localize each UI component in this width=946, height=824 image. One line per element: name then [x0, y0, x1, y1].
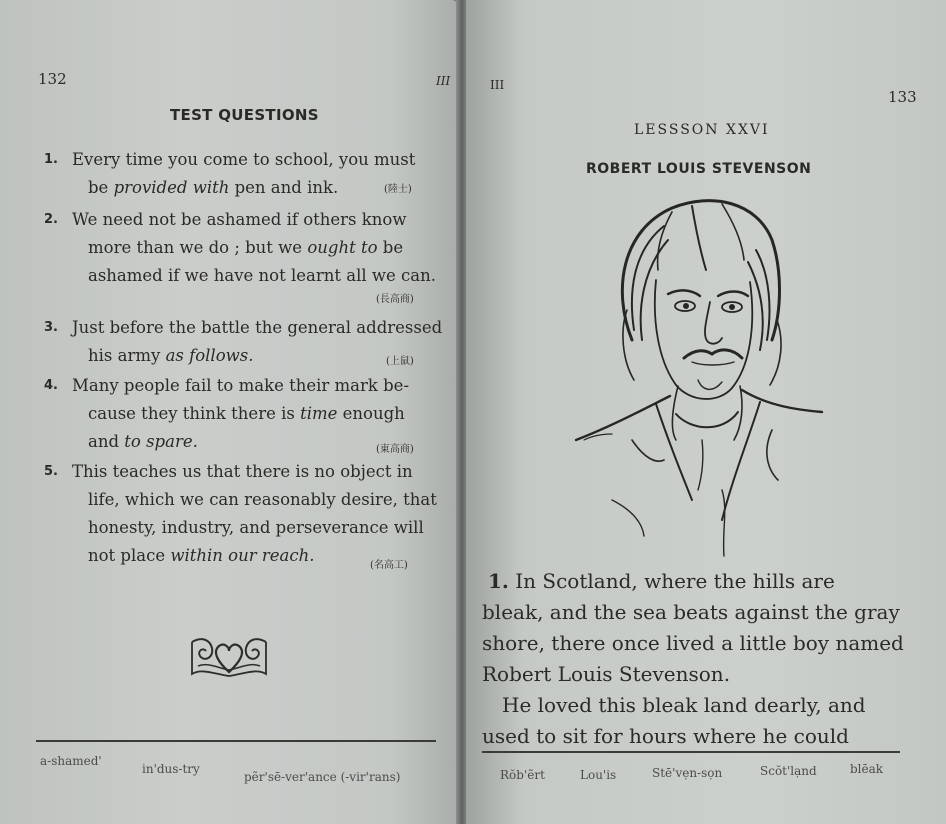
text-run: This teaches us that there is no object in [72, 462, 413, 481]
body-line [482, 597, 900, 628]
right-page-number: 133 [888, 88, 917, 106]
question-source: (東高商) [376, 444, 414, 455]
question-number: 5. [44, 464, 58, 479]
question-line [72, 206, 406, 234]
question-line [72, 372, 409, 400]
question-number: 3. [44, 320, 58, 335]
footnote-louis: Lou'is [580, 768, 617, 782]
text-run: more than we do ; but we [88, 238, 308, 257]
text-run: In Scotland, where the hills are [508, 569, 835, 593]
footnote-robert: Rŏb'ẽrt [500, 768, 545, 782]
body-line [482, 628, 904, 659]
question-line [72, 314, 442, 342]
question-line [88, 174, 338, 202]
question-source: (名高工) [370, 560, 408, 571]
text-run: bleak, and the sea beats against the gray [482, 600, 900, 624]
ornament-icon [188, 632, 270, 682]
question-line [72, 146, 415, 174]
stevenson-portrait-image [572, 190, 832, 560]
question-source: (陸士) [384, 184, 412, 195]
question-number: 2. [44, 212, 58, 227]
text-run: honesty, industry, and perseverance will [88, 518, 424, 537]
italic-phrase: ought to [307, 238, 378, 257]
left-footnote-rule [36, 740, 436, 742]
text-run: cause they think there is [88, 404, 301, 423]
lesson-title: ROBERT LOUIS STEVENSON [586, 161, 812, 177]
footnote-bleak: blēak [850, 762, 884, 776]
text-run: Every time you come to school, you must [72, 150, 416, 169]
question-line [88, 514, 424, 542]
question-number: 1. [44, 152, 58, 167]
left-page-number: 132 [38, 70, 67, 88]
footnote-stevenson: Stē'vẹn-sọn [652, 766, 723, 780]
text-run: Just before the battle the general addressed [72, 318, 443, 337]
text-run: be [377, 238, 404, 257]
text-run: Many people fail to make their mark be- [72, 376, 410, 395]
body-line [502, 690, 866, 721]
text-run: We need not be ashamed if others know [72, 210, 407, 229]
right-footnote-rule [482, 751, 900, 753]
italic-phrase: provided with [113, 178, 230, 197]
text-run: pen and ink. [229, 178, 339, 197]
italic-phrase: within our reach. [170, 546, 315, 565]
text-run: ashamed if we have not learnt all we can. [88, 266, 436, 285]
italic-phrase: to spare. [124, 432, 198, 451]
italic-phrase: time [300, 404, 338, 423]
question-line [88, 234, 403, 262]
text-run: life, which we can reasonably desire, that [88, 490, 437, 509]
question-line [88, 486, 437, 514]
text-run: be [88, 178, 114, 197]
text-run: his army [88, 346, 166, 365]
text-run: He loved this bleak land dearly, and [502, 693, 866, 717]
left-header-mark: III [436, 74, 451, 88]
right-page [466, 0, 946, 824]
body-line [482, 721, 849, 752]
question-line [88, 542, 314, 570]
question-line [88, 262, 436, 290]
text-run: and [88, 432, 125, 451]
question-line [88, 400, 405, 428]
text-run: 1. [488, 569, 509, 593]
question-number: 4. [44, 378, 58, 393]
text-run: shore, there once lived a little boy named [482, 631, 904, 655]
question-line [72, 458, 413, 486]
footnote-scotland: Scŏt'lạnd [760, 764, 817, 778]
test-questions-title: TEST QUESTIONS [170, 106, 319, 124]
question-line [88, 428, 198, 456]
question-source: (長高商) [376, 294, 414, 305]
right-header-mark: III [490, 78, 505, 92]
lesson-heading: LESSSON XXVI [634, 122, 770, 138]
text-run: not place [88, 546, 171, 565]
text-run: enough [337, 404, 405, 423]
body-line [482, 659, 730, 690]
text-run: used to sit for hours where he could [482, 724, 849, 748]
italic-phrase: as follows. [165, 346, 254, 365]
body-line [488, 566, 835, 597]
left-page [0, 0, 458, 824]
text-run: Robert Louis Stevenson. [482, 662, 731, 686]
footnote-industry: in'dus-try [142, 762, 200, 776]
footnote-perseverance: pẽr'sē-ver'ance (-vir'rans) [244, 770, 401, 784]
question-line [88, 342, 253, 370]
footnote-ashamed: a-shamed' [40, 754, 102, 768]
question-source: (上鼠) [386, 356, 414, 367]
